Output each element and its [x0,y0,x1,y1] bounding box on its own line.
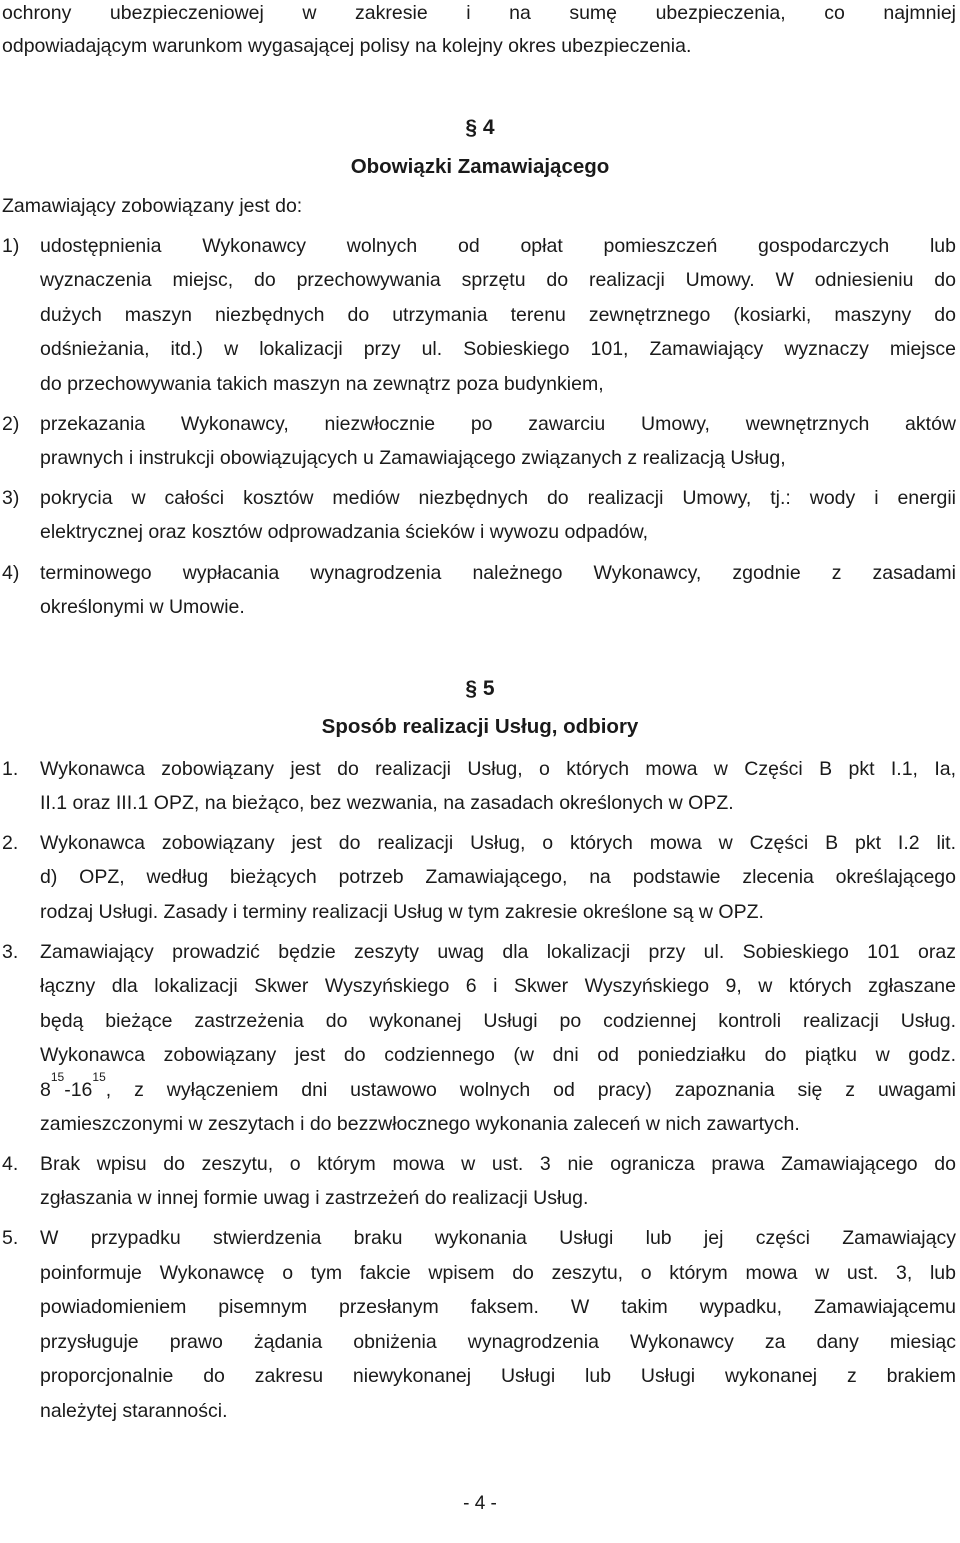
section-5-title: Sposób realizacji Usług, odbiory [321,715,639,738]
list-item-line: należytej staranności. [40,1400,228,1422]
list-item-line: proporcjonalnie do zakresu niewykonanej Usługi lub Usługi wykonanej z brakiem [40,1365,956,1387]
section-4-lead: Zamawiający zobowiązany jest do: [2,195,303,217]
list-item-line: przekazania Wykonawcy, niezwłocznie po zawarciu Umowy, wewnętrznych aktów [40,413,956,435]
section-4-title: Obowiązki Zamawiającego [350,155,610,178]
list-marker: 2. [2,832,19,854]
list-item-line: udostępnienia Wykonawcy wolnych od opłat pomieszczeń gospodarczych lub [40,235,956,257]
list-marker: 2) [2,413,20,435]
list-item-line: W przypadku stwierdzenia braku wykonania Usługi lub jej części Zamawiający [40,1227,956,1249]
list-item-line: powiadomieniem pisemnym przesłanym faksem. W takim wypadku, Zamawiającemu [40,1296,956,1318]
list-item-line: przysługuje prawo żądania obniżenia wynagrodzenia Wykonawcy za dany miesiąc [40,1331,956,1353]
list-marker: 3. [2,941,19,963]
intro-line-1: ochrony ubezpieczeniowej w zakresie i na sumę ubezpieczenia, co najmniej [2,2,956,24]
time-end-minutes: 15 [92,1070,106,1084]
list-item-line: Wykonawca zobowiązany jest do realizacji Usług, o których mowa w Części B pkt I.1, Ia, [40,758,956,780]
list-item-line: terminowego wypłacania wynagrodzenia należnego Wykonawcy, zgodnie z zasadami [40,562,956,584]
list-marker: 1) [2,235,20,257]
list-item-line: II.1 oraz III.1 OPZ, na bieżąco, bez wezwania, na zasadach określonych w OPZ. [40,792,734,814]
list-item-line: dużych maszyn niezbędnych do utrzymania terenu zewnętrznego (kosiarki, maszyny do [40,304,956,326]
list-item-line: łączny dla lokalizacji Skwer Wyszyńskiego 6 i Skwer Wyszyńskiego 9, w których zgłaszane [40,975,956,997]
list-marker: 3) [2,487,20,509]
list-item-line: elektrycznej oraz kosztów odprowadzania ścieków i wywozu odpadów, [40,521,649,543]
list-item-line: będą bieżące zastrzeżenia do wykonanej Usługi po codziennej kontroli realizacji Usług. [40,1010,956,1032]
list-marker: 1. [2,758,19,780]
list-item-line: Wykonawca zobowiązany jest do codziennego (w dni od poniedziałku do piątku w godz. [40,1044,956,1066]
list-marker: 4) [2,562,20,584]
list-item-line: określonymi w Umowie. [40,596,245,618]
list-item-line: Zamawiający prowadzić będzie zeszyty uwag dla lokalizacji przy ul. Sobieskiego 101 oraz [40,941,956,963]
page-number: - 4 - [463,1493,497,1514]
list-item-line: rodzaj Usługi. Zasady i terminy realizacji Usług w tym zakresie określone są w OPZ. [40,901,764,923]
time-line [40,1070,956,1103]
list-marker: 4. [2,1153,19,1175]
list-item-line: zgłaszania w innej formie uwag i zastrzeżeń do realizacji Usług. [40,1187,589,1209]
time-start-hour: 8 [40,1079,51,1101]
list-item-line: zamieszczonymi w zeszytach i do bezzwłocznego wykonania zaleceń w nich zawartych. [40,1113,800,1135]
list-marker: 5. [2,1227,19,1249]
list-item-line: pokrycia w całości kosztów mediów niezbędnych do realizacji Umowy, tj.: wody i energii [40,487,956,509]
list-item-line: poinformuje Wykonawcę o tym fakcie wpisem do zeszytu, o którym mowa w ust. 3, lub [40,1262,956,1284]
time-line-rest: , z wyłączeniem dni ustawowo wolnych od pracy) zapoznania się z uwagami [105,1079,956,1101]
list-item-line: d) OPZ, według bieżących potrzeb Zamawiającego, na podstawie zlecenia określającego [40,866,956,888]
time-start-minutes: 15 [50,1070,65,1084]
section-5-number: § 5 [465,677,495,700]
list-item-line: wyznaczenia miejsc, do przechowywania sprzętu do realizacji Umowy. W odniesieniu do [40,269,956,291]
list-item-line: odśnieżania, itd.) w lokalizacji przy ul. Sobieskiego 101, Zamawiający wyznaczy miejsce [40,338,956,360]
intro-line-2: odpowiadającym warunkom wygasającej polisy na kolejny okres ubezpieczenia. [2,35,692,57]
list-item-line: Brak wpisu do zeszytu, o którym mowa w ust. 3 nie ogranicza prawa Zamawiającego do [40,1153,956,1175]
list-item-line: do przechowywania takich maszyn na zewnątrz poza budynkiem, [40,373,604,395]
section-4-number: § 4 [465,116,495,139]
list-item-line: prawnych i instrukcji obowiązujących u Zamawiającego związanych z realizacją Usług, [40,447,786,469]
time-end-hour: -16 [64,1079,93,1101]
list-item-line: Wykonawca zobowiązany jest do realizacji Usług, o których mowa w Części B pkt I.2 lit. [40,832,956,854]
